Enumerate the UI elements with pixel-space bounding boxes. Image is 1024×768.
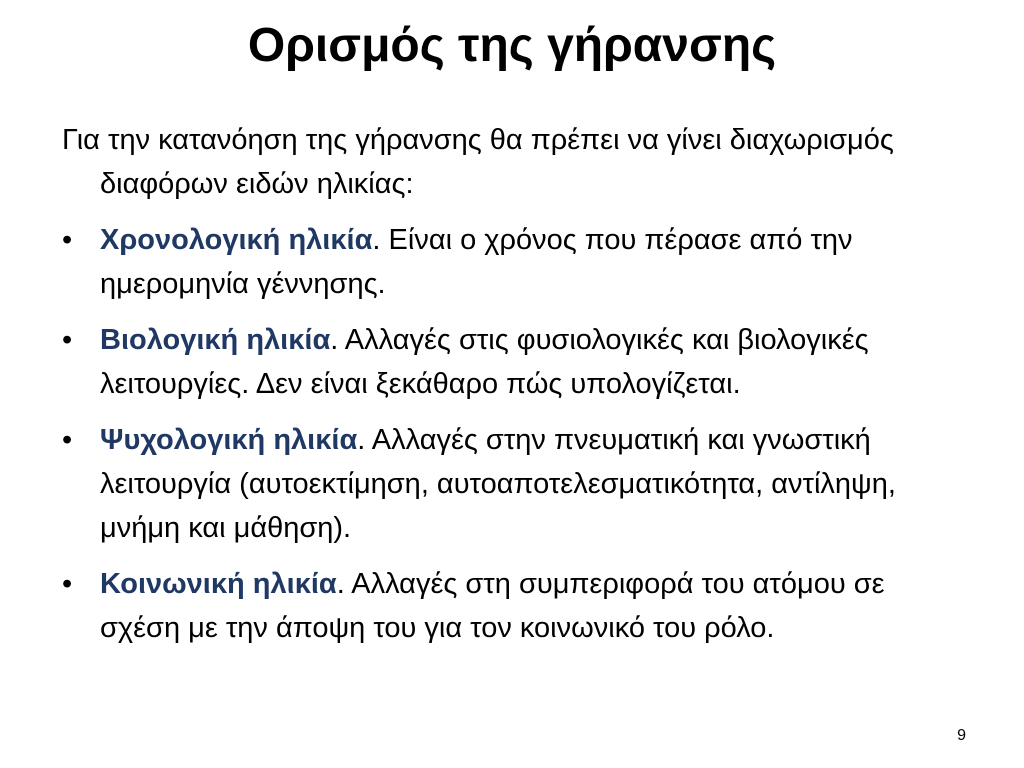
bullet-icon: • — [62, 224, 73, 256]
list-item-social-age — [62, 562, 962, 650]
term-social-age: Κοινωνική ηλικία — [100, 568, 337, 600]
list-item-chronological-age — [62, 218, 962, 306]
slide-title: Ορισμός της γήρανσης — [247, 19, 777, 72]
definition-biological-age: . Αλλαγές στις φυσιολογικές και βιολογικές λειτουργίες. Δεν είναι ξεκάθαρο πώς υπολογίζεται. — [100, 324, 869, 400]
definition-psychological-age: . Αλλαγές στην πνευματική και γνωστική λειτουργία (αυτοεκτίμηση, αυτοαποτελεσματικότητα, αντίληψη, μνήμη και μάθηση). — [100, 424, 896, 544]
page-number: 9 — [957, 727, 966, 744]
bullet-icon: • — [62, 424, 73, 456]
list-item-biological-age — [62, 318, 962, 406]
list-item-psychological-age — [62, 418, 962, 550]
bullet-icon: • — [62, 568, 73, 600]
term-psychological-age: Ψυχολογική ηλικία — [100, 424, 358, 456]
bullet-icon: • — [62, 324, 73, 356]
term-biological-age: Βιολογική ηλικία — [100, 324, 331, 356]
definition-social-age: . Αλλαγές στη συμπεριφορά του ατόμου σε σχέση με την άποψη του για τον κοινωνικό του ρόλο. — [100, 568, 885, 644]
intro-paragraph: Για την κατανόηση της γήρανσης θα πρέπει να γίνει διαχωρισμός διαφόρων ειδών ηλικίας: — [62, 124, 894, 200]
definition-chronological-age: . Είναι ο χρόνος που πέρασε από την ημερομηνία γέννησης. — [100, 224, 853, 300]
term-chronological-age: Χρονολογική ηλικία — [100, 224, 373, 256]
slide-body — [62, 118, 962, 662]
